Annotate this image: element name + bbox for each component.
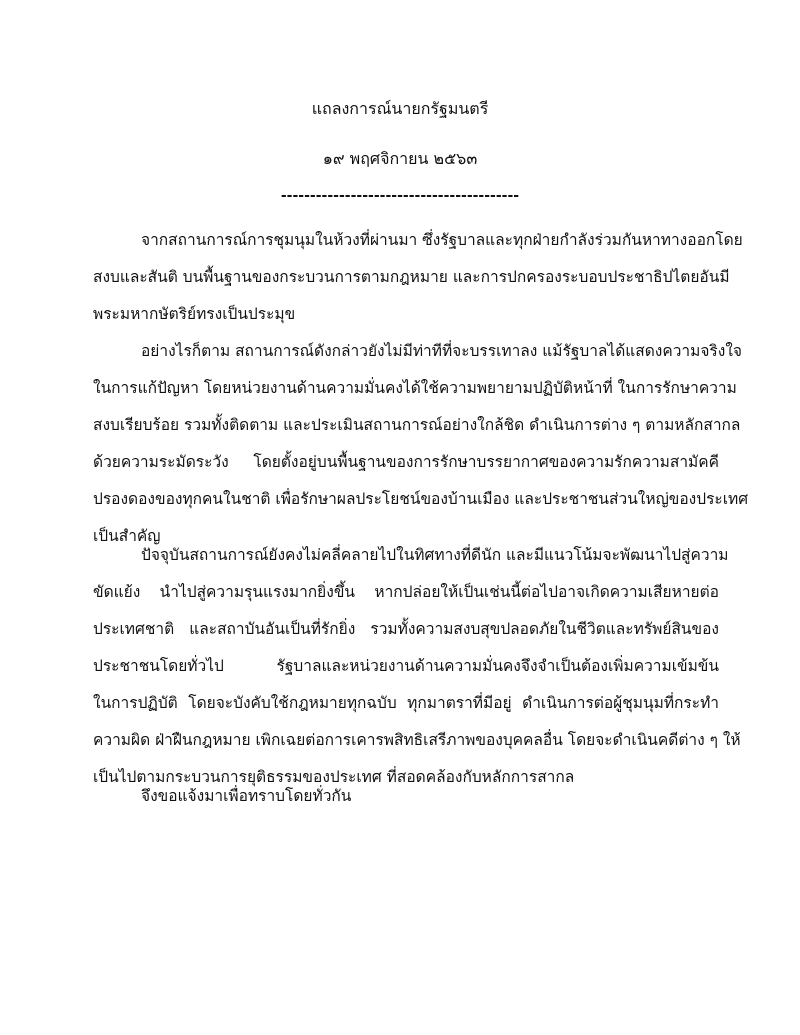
paragraph-line: ปรองดองของทุกคนในชาติ เพื่อรักษาผลประโยชน์ของบ้านเมือง และประชาชนส่วนใหญ่ของประเทศ xyxy=(93,490,749,508)
paragraph-line: ในการปฏิบัติ โดยจะบังคับใช้กฎหมายทุกฉบับ ทุกมาตราที่มีอยู่ ดำเนินการต่อผู้ชุมนุมที่กระทำ xyxy=(93,694,719,712)
paragraph-line: เป็นไปตามกระบวนการยุติธรรมของประเทศ ที่สอดคล้องกับหลักการสากล xyxy=(93,768,575,786)
paragraph-1 xyxy=(93,222,743,333)
paragraph-line: เป็นสำคัญ xyxy=(93,527,161,545)
paragraph-line: อย่างไรก็ตาม สถานการณ์ดังกล่าวยังไม่มีท่าทีที่จะบรรเทาลง แม้รัฐบาลได้แสดงความจริงใจ xyxy=(141,342,742,360)
paragraph-line: พระมหากษัตริย์ทรงเป็นประมุข xyxy=(93,305,296,323)
closing-paragraph xyxy=(93,778,719,815)
paragraph-line: สงบเรียบร้อย รวมทั้งติดตาม และประเมินสถานการณ์อย่างใกล้ชิด ดำเนินการต่าง ๆ ตามหลักสากล xyxy=(93,416,741,434)
paragraph-line: สงบและสันติ บนพื้นฐานของกระบวนการตามกฎหมาย และการปกครองระบอบประชาธิปไตยอันมี xyxy=(93,268,730,286)
paragraph-3 xyxy=(93,537,741,796)
paragraph-line: ประเทศชาติ และสถาบันอันเป็นที่รักยิ่ง รวมทั้งความสงบสุขปลอดภัยในชีวิตและทรัพย์สินของ xyxy=(93,620,719,638)
paragraph-line: ความผิด ฝ่าฝืนกฎหมาย เพิกเฉยต่อการเคารพสิทธิเสรีภาพของบุคคลอื่น โดยจะดำเนินคดีต่าง ๆ ให้ xyxy=(93,731,741,749)
paragraph-line: ปัจจุบันสถานการณ์ยังคงไม่คลี่คลายไปในทิศทางที่ดีนัก และมีแนวโน้มจะพัฒนาไปสู่ความ xyxy=(141,546,729,564)
paragraph-line: ขัดแย้ง นำไปสู่ความรุนแรงมากยิ่งขึ้น หากปล่อยให้เป็นเช่นนี้ต่อไปอาจเกิดความเสียหายต่อ xyxy=(93,583,719,601)
divider-line: ----------------------------------------- xyxy=(280,188,520,204)
paragraph-line: ประชาชนโดยทั่วไป รัฐบาลและหน่วยงานด้านความมั่นคงจึงจำเป็นต้องเพิ่มความเข้มข้น xyxy=(93,657,719,675)
closing-line: จึงขอแจ้งมาเพื่อทราบโดยทั่วกัน xyxy=(141,787,352,805)
paragraph-line: ในการแก้ปัญหา โดยหน่วยงานด้านความมั่นคงได้ใช้ความพยายามปฏิบัติหน้าที่ ในการรักษาความ xyxy=(93,379,737,397)
paragraph-line: ด้วยความระมัดระวัง โดยตั้งอยู่บนพื้นฐานของการรักษาบรรยากาศของความรักความสามัคคี xyxy=(93,453,719,471)
document-date: ๑๙ พฤศจิกายน ๒๕๖๓ xyxy=(322,149,478,168)
document-title: แถลงการณ์นายกรัฐมนตรี xyxy=(311,99,489,118)
paragraph-line: จากสถานการณ์การชุมนุมในห้วงที่ผ่านมา ซึ่งรัฐบาลและทุกฝ่ายกำลังร่วมกันหาทางออกโดย xyxy=(141,231,743,249)
